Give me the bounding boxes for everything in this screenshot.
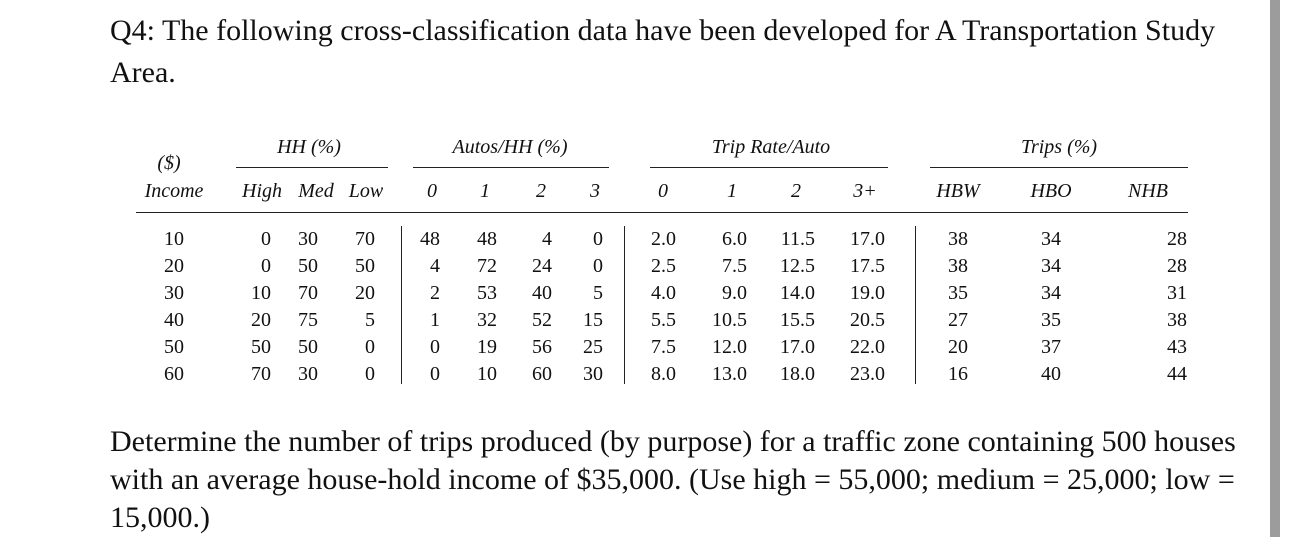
hh-underline [236, 167, 388, 168]
col-autos-0: 0 [427, 180, 437, 202]
cell-rate-3plus: 20.5 [850, 309, 885, 331]
cell-high: 70 [251, 363, 271, 385]
trips-underline [930, 167, 1188, 168]
cell-high: 0 [261, 228, 271, 250]
cell-rate-1: 7.5 [722, 255, 747, 277]
col-autos-2: 2 [536, 180, 546, 202]
cell-rate-2: 14.0 [780, 282, 815, 304]
cell-autos-3: 0 [593, 228, 603, 250]
col-hbw: HBW [936, 180, 980, 202]
col-nhb: NHB [1128, 180, 1168, 202]
col-med: Med [298, 180, 334, 202]
cell-autos-1: 19 [477, 336, 497, 358]
cell-med: 75 [298, 309, 318, 331]
cell-hbo: 34 [1041, 282, 1061, 304]
trips-group-header: Trips (%) [1020, 136, 1098, 158]
divider-rate-trips [915, 226, 916, 384]
col-rate-3plus: 3+ [853, 180, 877, 202]
cell-income: 10 [164, 228, 184, 250]
cell-autos-2: 24 [532, 255, 552, 277]
cell-autos-1: 10 [477, 363, 497, 385]
cell-med: 30 [298, 228, 318, 250]
cell-autos-0: 48 [420, 228, 440, 250]
cell-med: 30 [298, 363, 318, 385]
col-rate-1: 1 [727, 180, 737, 202]
hh-group-header: HH (%) [277, 136, 341, 158]
cell-autos-0: 1 [430, 309, 440, 331]
cell-autos-2: 4 [542, 228, 552, 250]
cell-rate-1: 6.0 [722, 228, 747, 250]
cell-autos-0: 2 [430, 282, 440, 304]
cell-low: 0 [365, 363, 375, 385]
cell-med: 50 [298, 336, 318, 358]
divider-autos-rate [624, 226, 625, 384]
col-high: High [242, 180, 282, 202]
col-rate-0: 0 [658, 180, 668, 202]
cell-autos-2: 52 [532, 309, 552, 331]
cell-income: 50 [164, 336, 184, 358]
trip-rate-underline [650, 167, 888, 168]
cell-low: 20 [355, 282, 375, 304]
question-title: Q4: The following cross-classification data have been developed for A Transportation Study Area. [110, 14, 1216, 89]
cell-income: 60 [164, 363, 184, 385]
cell-med: 70 [298, 282, 318, 304]
col-rate-2: 2 [791, 180, 801, 202]
cell-income: 30 [164, 282, 184, 304]
cell-rate-0: 2.0 [651, 228, 676, 250]
question-prompt: Determine the number of trips produced (by purpose) for a traffic zone containing 500 houses with an average house-hold income of $35,000. (Use high = 55,000; medium = 25,000; low = 15,000.) [110, 425, 1236, 534]
cell-autos-1: 32 [477, 309, 497, 331]
cell-high: 0 [261, 255, 271, 277]
cell-autos-0: 0 [430, 363, 440, 385]
cell-income: 20 [164, 255, 184, 277]
cell-autos-3: 30 [583, 363, 603, 385]
cell-high: 50 [251, 336, 271, 358]
cell-med: 50 [298, 255, 318, 277]
cell-rate-1: 9.0 [722, 282, 747, 304]
cell-low: 0 [365, 336, 375, 358]
cell-rate-1: 10.5 [712, 309, 747, 331]
cell-autos-1: 48 [477, 228, 497, 250]
cell-autos-3: 15 [583, 309, 603, 331]
cell-rate-2: 12.5 [780, 255, 815, 277]
income-currency-header: ($) [157, 152, 181, 174]
cell-rate-2: 15.5 [780, 309, 815, 331]
cell-nhb: 28 [1167, 228, 1187, 250]
cell-nhb: 38 [1167, 309, 1187, 331]
cell-rate-0: 7.5 [651, 336, 676, 358]
cell-rate-0: 8.0 [651, 363, 676, 385]
cell-rate-0: 4.0 [651, 282, 676, 304]
cell-nhb: 44 [1167, 363, 1187, 385]
cell-autos-3: 0 [593, 255, 603, 277]
cell-low: 70 [355, 228, 375, 250]
cell-rate-3plus: 19.0 [850, 282, 885, 304]
cell-rate-3plus: 17.0 [850, 228, 885, 250]
cell-low: 5 [365, 309, 375, 331]
cell-rate-2: 11.5 [780, 228, 815, 250]
cell-nhb: 43 [1167, 336, 1187, 358]
col-low: Low [348, 180, 384, 202]
cell-hbo: 35 [1041, 309, 1061, 331]
cell-autos-0: 0 [430, 336, 440, 358]
cell-hbw: 35 [948, 282, 968, 304]
cell-autos-0: 4 [430, 255, 440, 277]
cell-rate-1: 13.0 [712, 363, 747, 385]
header-rule [136, 212, 1188, 213]
col-autos-3: 3 [590, 180, 600, 202]
cell-rate-3plus: 22.0 [850, 336, 885, 358]
cell-autos-1: 53 [477, 282, 497, 304]
cell-hbo: 34 [1041, 255, 1061, 277]
cell-hbo: 37 [1041, 336, 1061, 358]
cell-autos-2: 56 [532, 336, 552, 358]
divider-hh-autos [401, 226, 402, 384]
cell-high: 20 [251, 309, 271, 331]
cell-rate-2: 18.0 [780, 363, 815, 385]
cell-rate-1: 12.0 [712, 336, 747, 358]
cell-rate-0: 2.5 [651, 255, 676, 277]
trip-rate-group-header: Trip Rate/Auto [711, 136, 831, 158]
cell-rate-3plus: 17.5 [850, 255, 885, 277]
cell-rate-3plus: 23.0 [850, 363, 885, 385]
cell-income: 40 [164, 309, 184, 331]
col-income: Income [144, 180, 204, 202]
cell-autos-3: 25 [583, 336, 603, 358]
cell-hbo: 34 [1041, 228, 1061, 250]
cell-hbw: 16 [948, 363, 968, 385]
cell-hbo: 40 [1041, 363, 1061, 385]
cell-nhb: 28 [1167, 255, 1187, 277]
cell-low: 50 [355, 255, 375, 277]
cell-high: 10 [251, 282, 271, 304]
cell-rate-0: 5.5 [651, 309, 676, 331]
cell-hbw: 38 [948, 255, 968, 277]
col-autos-1: 1 [480, 180, 490, 202]
cell-hbw: 27 [948, 309, 968, 331]
cell-autos-3: 5 [593, 282, 603, 304]
autos-underline [413, 167, 609, 168]
col-hbo: HBO [1030, 180, 1072, 202]
cell-rate-2: 17.0 [780, 336, 815, 358]
cell-nhb: 31 [1167, 282, 1187, 304]
autos-group-header: Autos/HH (%) [452, 136, 568, 158]
cell-autos-2: 40 [532, 282, 552, 304]
cell-autos-1: 72 [477, 255, 497, 277]
cell-hbw: 38 [948, 228, 968, 250]
cell-autos-2: 60 [532, 363, 552, 385]
cell-hbw: 20 [948, 336, 968, 358]
